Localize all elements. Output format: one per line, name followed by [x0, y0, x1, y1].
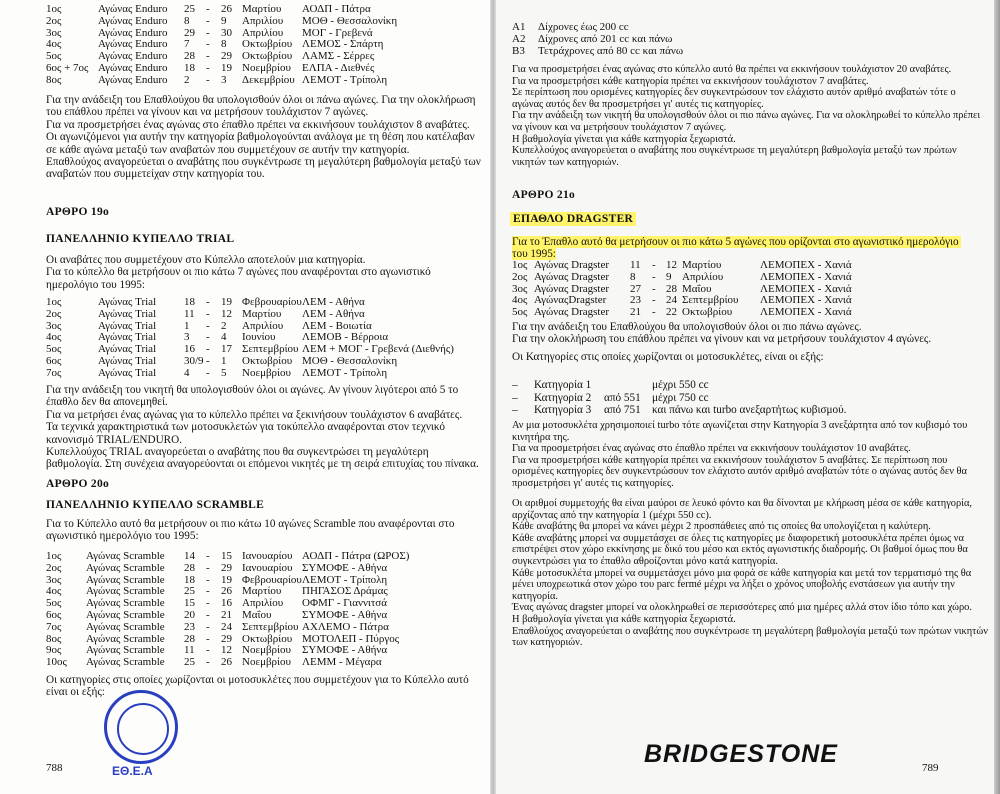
schedule-cell: Αγώνας Dragster [534, 270, 610, 283]
schedule-row [512, 34, 812, 46]
schedule-cell: 12 [221, 644, 232, 657]
schedule-cell: Αγώνας Trial [98, 296, 157, 308]
schedule-cell: - [206, 14, 210, 27]
schedule-cell: 1ος [46, 3, 62, 15]
schedule-cell: - [206, 38, 210, 51]
schedule-row [46, 16, 486, 28]
schedule-cell: 21 [221, 608, 232, 621]
schedule-cell: - [206, 561, 210, 574]
schedule-row [46, 75, 486, 87]
schedule-cell: 2 [221, 319, 227, 332]
schedule-cell: Αγώνας Trial [98, 366, 157, 379]
schedule-cell: 16 [221, 597, 232, 610]
schedule-cell: - [206, 632, 210, 645]
schedule-row [46, 368, 486, 380]
article-21-title: ΑΡΘΡΟ 21ο [512, 189, 576, 201]
schedule-cell: Αγώνας Scramble [86, 573, 165, 586]
schedule-cell: 4ος [512, 294, 528, 307]
schedule-cell: ΣΥΜΟΦΕ - Αθήνα [302, 561, 388, 574]
schedule-cell: ΛΕΜΟΣ - Σπάρτη [302, 38, 384, 51]
schedule-cell: Μαρτίου [242, 3, 282, 15]
schedule-cell: 7ος [46, 366, 62, 379]
schedule-cell: 8ος [46, 73, 62, 86]
schedule-cell: Αγώνας Scramble [86, 632, 165, 645]
schedule-cell: - [206, 656, 210, 669]
schedule-cell: 18 [184, 296, 195, 308]
schedule-cell: ΛΕΜΟΠΕΧ - Χανιά [760, 259, 852, 271]
schedule-cell: ΟΦΜΓ - Γιαννιτσά [302, 597, 388, 610]
schedule-cell: Ιουνίου [242, 331, 276, 344]
schedule-cell: 30/9 [184, 354, 204, 367]
schedule-cell: – [512, 391, 518, 404]
schedule-row [512, 272, 982, 284]
schedule-cell: 12 [666, 259, 677, 271]
schedule-cell: 19 [221, 296, 232, 308]
schedule-cell: Μαΐου [242, 608, 272, 621]
page-edge [994, 0, 1000, 794]
schedule-cell: Αγώνας Enduro [98, 73, 168, 86]
schedule-row [46, 657, 486, 669]
schedule-cell: μέχρι 750 cc [652, 391, 709, 404]
schedule-cell: ΜΟΘ - Θεσσαλονίκη [302, 14, 398, 27]
schedule-cell: 29 [221, 632, 232, 645]
enduro-schedule [46, 4, 486, 87]
schedule-cell: Δίχρονες από 201 cc και πάνω [538, 32, 673, 45]
schedule-cell: 1ος [46, 296, 62, 308]
schedule-cell: 17 [221, 343, 232, 356]
schedule-cell: Σεπτεμβρίου [242, 620, 299, 633]
schedule-cell: 10ος [46, 656, 67, 669]
schedule-cell: ΛΕΜΟΤ - Τρίπολη [302, 366, 388, 379]
schedule-cell: ΑγώναςDragster [534, 294, 607, 307]
schedule-cell: Αγώνας Scramble [86, 585, 165, 598]
schedule-cell: 3ος [46, 319, 62, 332]
schedule-cell: 6ος [46, 608, 62, 621]
schedule-cell: 3ος [512, 282, 528, 295]
schedule-cell: Ιανουαρίου [242, 550, 293, 562]
schedule-cell: 3 [184, 331, 190, 344]
schedule-cell: Ιανουαρίου [242, 561, 293, 574]
schedule-cell: Τετράχρονες από 80 cc και πάνω [538, 44, 684, 57]
schedule-cell: Απριλίου [242, 14, 284, 27]
schedule-cell: 28 [184, 561, 195, 574]
page-number-right: 789 [922, 762, 939, 774]
schedule-cell: – [512, 379, 518, 391]
schedule-cell: 11 [184, 307, 195, 320]
schedule-cell: Κατηγορία 3 [534, 404, 592, 416]
schedule-cell: Μαρτίου [242, 585, 282, 598]
schedule-cell: 18 [184, 573, 195, 586]
scramble-classes [512, 22, 812, 57]
trial-intro: Οι αναβάτες που συμμετέχουν στο Κύπελλο αποτελούν μια κατηγορία. Για το κύπελλο θα μετρήσουν οι πιο κάτω 7 αγώνες που αναφέρονται στο αγωνιστικό ημερολόγιο του 1995: [46, 254, 431, 291]
schedule-cell: 23 [630, 294, 641, 307]
dragster-title: ΕΠΑΘΛΟ DRAGSTER [510, 212, 636, 226]
schedule-cell: 29 [184, 26, 195, 39]
schedule-cell: ΕΛΠΑ - Διεθνές [302, 61, 375, 74]
schedule-cell: - [206, 597, 210, 610]
schedule-cell: Φεβρουαρίου [242, 573, 302, 586]
schedule-cell: B3 [512, 44, 525, 57]
schedule-cell: Σεπτεμβρίου [682, 294, 739, 307]
schedule-cell: 24 [221, 620, 232, 633]
schedule-cell: Φεβρουαρίου [242, 296, 302, 308]
schedule-cell: Μαρτίου [682, 259, 722, 271]
schedule-cell: Αγώνας Enduro [98, 14, 168, 27]
schedule-cell: Αγώνας Scramble [86, 656, 165, 669]
schedule-cell: Οκτωβρίου [242, 632, 293, 645]
schedule-cell: ΜΟΓ - Γρεβενά [302, 26, 373, 39]
schedule-cell: 22 [666, 306, 677, 319]
schedule-cell: Αγώνας Enduro [98, 38, 168, 51]
schedule-cell: ΛΕΜΟΠΕΧ - Χανιά [760, 282, 852, 295]
right-page [496, 0, 1000, 794]
schedule-cell: 28 [184, 50, 195, 63]
schedule-cell: 25 [184, 656, 195, 669]
schedule-cell: Αγώνας Enduro [98, 61, 168, 74]
schedule-cell: 8 [184, 14, 190, 27]
dragster-rules: Για την ανάδειξη του Επαθλούχου θα υπολογισθούν όλοι οι πιο πάνω αγώνες. Για την ολοκλήρωση του επάθλου πρέπει να γίνουν και να μετρήσουν τουλάχιστον 4 αγώνες. [512, 321, 932, 346]
schedule-cell: 1 [184, 319, 190, 332]
schedule-cell: Οκτωβρίου [242, 354, 293, 367]
schedule-cell: 11 [630, 259, 641, 271]
schedule-cell: και πάνω και turbo ανεξαρτήτως κυβισμού. [652, 404, 847, 416]
schedule-cell: ΣΥΜΟΦΕ - Αθήνα [302, 644, 388, 657]
schedule-cell: 21 [630, 306, 641, 319]
schedule-cell: ΛΕΜΟΤ - Τρίπολη [302, 573, 388, 586]
schedule-cell: Δίχρονες έως 200 cc [538, 21, 629, 33]
article-19-title: ΑΡΘΡΟ 19ο [46, 206, 110, 218]
schedule-cell: ΜΟΘ - Θεσσαλονίκη [302, 354, 398, 367]
schedule-cell: A1 [512, 21, 526, 33]
schedule-row [46, 309, 486, 321]
schedule-cell: 5ος [46, 343, 62, 356]
schedule-cell: 24 [666, 294, 677, 307]
schedule-cell: 20 [184, 608, 195, 621]
dragster-intro-highlight: Για το Έπαθλο αυτό θα μετρήσουν οι πιο κάτω 5 αγώνες που ορίζονται στο αγωνιστικό ημερολόγιο του 1995: [512, 236, 962, 261]
schedule-cell: Σεπτεμβρίου [242, 343, 299, 356]
scramble-categories-text: Οι κατηγορίες στις οποίες χωρίζονται οι μοτοσυκλέτες που συμμετέχουν για το Κύπελλο αυτό είναι οι εξής: [46, 674, 472, 699]
schedule-cell: 14 [184, 550, 195, 562]
schedule-row [512, 307, 982, 319]
schedule-cell: Νοεμβρίου [242, 366, 291, 379]
schedule-cell: 4 [184, 366, 190, 379]
schedule-cell: 7ος [46, 620, 62, 633]
schedule-cell: από 751 [604, 404, 641, 416]
schedule-cell: Απριλίου [682, 270, 724, 283]
schedule-cell: Απριλίου [242, 597, 284, 610]
schedule-cell: - [206, 550, 210, 562]
scramble-rules: Για να προσμετρήσει ένας αγώνας στο κύπελλο αυτό θα πρέπει να εκκινήσουν τουλάχιστον 20 αναβάτες. Για να προσμετρήσει κάθε κατηγορία πρέπει να εκκινήσουν τουλάχιστον 7 αναβάτες. Σε περίπτωση που ορισμένες κατηγορίες δεν συγκεντρώσουν τον ελάχιστο αυτόν αριθμό αναβατών τότε ο αγώνας αυτός δεν θα προσμετρήσει γι' αυτές τις κατηγορίες. Για την ανάδειξη των νικητή θα υπολογισθούν όλοι οι πιο πάνω αγώνες. Για να ολοκληρωθεί το κύπελλο πρέπει να γίνουν και να μετρήσουν τουλάχιστον 7 αγώνες. Η βαθμολογία γίνεται για κάθε κατηγορία ξεχωριστά. Κυπελλούχος αναγορεύεται ο αναβάτης που συγκέντρωσε τη μεγαλύτερη βαθμολογία μεταξύ των πρώτων νικητών των κατηγοριών. [512, 64, 981, 168]
schedule-cell: - [206, 331, 210, 344]
schedule-cell: 3ος [46, 573, 62, 586]
schedule-cell: ΛΕΜΟΤ - Τρίπολη [302, 73, 388, 86]
schedule-cell: Αγώνας Trial [98, 331, 157, 344]
scramble-intro: Για το Κύπελλο αυτό θα μετρήσουν οι πιο κάτω 10 αγώνες Scramble που αναφέρονται στο αγωνιστικό ημερολόγιο του 1995: [46, 518, 458, 543]
schedule-cell: Αγώνας Scramble [86, 644, 165, 657]
schedule-cell: - [206, 296, 210, 308]
schedule-cell: Αγώνας Dragster [534, 306, 610, 319]
federation-stamp [104, 690, 178, 764]
schedule-cell: ΛΕΜΟΠΕΧ - Χανιά [760, 306, 852, 319]
schedule-row [46, 356, 486, 368]
schedule-cell: 3 [221, 73, 227, 86]
schedule-cell: 26 [221, 656, 232, 669]
schedule-cell: - [206, 608, 210, 621]
dragster-participation-rules: Οι αριθμοί συμμετοχής θα είναι μαύροι σε λευκό φόντο και θα δίνονται με κλήρωση μέσα σε κάθε κατηγορία, αρχίζοντας από την κατηγορία 1 (μέχρι 550 cc). Κάθε αναβάτης θα μπορεί να κάνει μέχρι 2 προσπάθειες από τις οποίες θα υπολογίζεται η καλύτερη. Κάθε αναβάτης μπορεί να συμμετάσχει σε όλες τις κατηγορίες με διαφορετική μοτοσυκλέτα πρέπει όμως να επιστρέψει στον χώρο εκκίνησης με δικό του μέσο και εκτός αγωνιστικής διαδρομής. Οι βαθμοί όμως που θα συγκεντρώσει για το έπαθλο αθροίζονται μόνο κατά κατηγορία. Κάθε μοτοσυκλέτα μπορεί να συμμετάσχει μόνο μια φορά σε κάθε κατηγορία και μετά τον τερματισμό της θα μένει υποχρεωτικά στον χώρο του parc fermé μέχρι να λήξει ο χρόνος υποβολής ενστάσεων για αυτήν την κατηγορία. Ένας αγώνας dragster μπορεί να ολοκληρωθεί σε περισσότερες από μια ημέρες αλλά στον ίδιο τόπο και χώρο. Η βαθμολογία γίνεται για κάθε κατηγορία ξεχωριστά. Επαθλούχος αναγορεύεται ο αναβάτης που συγκέντρωσε τη μεγαλύτερη βαθμολογία μεταξύ των πρώτων νικητών των κατηγοριών. [512, 498, 988, 649]
schedule-cell: - [206, 26, 210, 39]
schedule-row [512, 404, 982, 417]
schedule-cell: 29 [221, 50, 232, 63]
schedule-cell: 19 [221, 61, 232, 74]
schedule-cell: 7 [184, 38, 190, 51]
dragster-categories-intro: Οι Κατηγορίες στις οποίες χωρίζονται οι μοτοσυκλέτες, είναι οι εξής: [512, 351, 824, 363]
schedule-cell: 9 [221, 14, 227, 27]
schedule-cell: Αγώνας Scramble [86, 608, 165, 621]
schedule-cell: Αγώνας Scramble [86, 561, 165, 574]
schedule-cell: Αγώνας Dragster [534, 259, 610, 271]
schedule-cell: 5ος [46, 50, 62, 63]
page-number-left: 788 [46, 762, 63, 774]
schedule-cell: Απριλίου [242, 319, 284, 332]
schedule-row [46, 622, 486, 634]
schedule-cell: ΑΟΔΠ - Πάτρα (ΩΡΟΣ) [302, 550, 410, 562]
schedule-cell: 27 [630, 282, 641, 295]
schedule-cell: 26 [221, 3, 232, 15]
schedule-cell: Αγώνας Dragster [534, 282, 610, 295]
schedule-cell: Οκτωβρίου [242, 50, 293, 63]
schedule-cell: ΛΕΜ + ΜΟΓ - Γρεβενά (Διεθνής) [302, 343, 454, 356]
schedule-cell: 18 [184, 61, 195, 74]
schedule-cell: Μαρτίου [242, 307, 282, 320]
schedule-cell: 26 [221, 585, 232, 598]
schedule-cell: - [206, 61, 210, 74]
trial-rules: Για την ανάδειξη του νικητή θα υπολογισθούν όλοι οι αγώνες. Αν γίνουν λιγότεροι από 5 το έπαθλο δεν θα απονεμηθεί. Για να μετρήσει ένας αγώνας για το κύπελλο πρέπει να ξεκινήσουν τουλάχιστον 6 αναβάτες. Τα τεχνικά χαρακτηριστικά των μοτοσυκλετών για τοκύπελλο αναφέρονται στον τεχνικό κανονισμό TRIAL/ENDURO. Κυπελλούχος TRIAL αναγορεύεται ο αναβάτης που θα συγκεντρώσει τη μεγαλύτερη βαθμολογία. Στη συνέχεια αναγορεύονται οι επόμενοι νικητές με τη σειρά επιτυχίας του πίνακα. [46, 384, 479, 471]
schedule-cell: - [652, 282, 656, 295]
schedule-cell: 5ος [512, 306, 528, 319]
scramble-cup-title: ΠΑΝΕΛΛΗΝΙΟ ΚΥΠΕΛΛΟ SCRAMBLE [46, 499, 265, 511]
schedule-cell: 2 [184, 73, 190, 86]
schedule-cell: 25 [184, 585, 195, 598]
schedule-cell: ΛΑΜΣ - Σέρρες [302, 50, 375, 63]
schedule-cell: 6ος [46, 354, 62, 367]
schedule-cell: Οκτωβρίου [242, 38, 293, 51]
schedule-cell: 4ος [46, 331, 62, 344]
scramble-schedule [46, 551, 486, 669]
schedule-cell: - [206, 73, 210, 86]
schedule-row [512, 379, 982, 392]
schedule-cell: 30 [221, 26, 232, 39]
schedule-cell: - [206, 585, 210, 598]
schedule-cell: 8ος [46, 632, 62, 645]
bridgestone-logo: BRIDGESTONE [644, 740, 838, 768]
dragster-categories [512, 379, 982, 417]
trial-cup-title: ΠΑΝΕΛΛΗΝΙΟ ΚΥΠΕΛΛΟ TRIAL [46, 233, 235, 245]
schedule-cell: από 551 [604, 391, 641, 404]
schedule-cell: Μαΐου [682, 282, 712, 295]
schedule-cell: 4 [221, 331, 227, 344]
schedule-cell: 4ος [46, 38, 62, 51]
schedule-cell: 4ος [46, 585, 62, 598]
schedule-row [512, 392, 982, 405]
schedule-cell: Δεκεμβρίου [242, 73, 295, 86]
schedule-row [46, 63, 486, 75]
schedule-cell: 5 [221, 366, 227, 379]
schedule-cell: 12 [221, 307, 232, 320]
stamp-label: ΕΘ.Ε.Α [112, 764, 153, 778]
schedule-cell: Κατηγορία 2 [534, 391, 592, 404]
schedule-cell: Αγώνας Trial [98, 319, 157, 332]
schedule-cell: 1ος [46, 550, 62, 562]
schedule-cell: - [206, 620, 210, 633]
schedule-cell: ΛΕΜΜ - Μέγαρα [302, 656, 382, 669]
schedule-cell: Νοεμβρίου [242, 644, 291, 657]
schedule-cell: - [206, 319, 210, 332]
schedule-cell: 9 [666, 270, 672, 283]
schedule-cell: Αγώνας Trial [98, 307, 157, 320]
schedule-cell: 2ος [46, 307, 62, 320]
schedule-cell: 3ος [46, 26, 62, 39]
schedule-cell: 16 [184, 343, 195, 356]
schedule-cell: 28 [184, 632, 195, 645]
schedule-cell: Αγώνας Scramble [86, 597, 165, 610]
schedule-cell: 5ος [46, 597, 62, 610]
schedule-row [46, 610, 486, 622]
enduro-rules: Για την ανάδειξη του Επαθλούχου θα υπολογισθούν όλοι οι πάνω αγώνες. Για την ολοκλήρωση του επάθλου πρέπει να γίνουν και να μετρήσουν τουλάχιστον 7 αγώνες. Για να προσμετρήσει ένας αγώνας στο έπαθλο πρέπει να εκκινήσουν τουλάχιστον 8 αναβάτες. Οι αγωνιζόμενοι για αυτήν την κατηγορία βαθμολογούνται ανάλογα με τη θέση που κατέλαβαν σε κάθε αγώνα μεταξύ των αναβατών που συμμετέχουν σε αυτήν την κατηγορία. Επαθλούχος αναγορεύεται ο αναβάτης που συγκέντρωσε τη μεγαλύτερη βαθμολογία μεταξύ των αναβατών που συμμετείχαν στην κατηγορία του. [46, 94, 481, 181]
schedule-cell: ΣΥΜΟΦΕ - Αθήνα [302, 608, 388, 621]
trial-schedule [46, 297, 486, 380]
schedule-cell: 6ος + 7ος [46, 61, 89, 74]
schedule-cell: 2ος [512, 270, 528, 283]
dragster-turbo-rules: Αν μια μοτοσυκλέτα χρησιμοποιεί turbo τότε αγωνίζεται στην Κατηγορία 3 ανεξάρτητα από τον κυβισμό του κινητήρα της. Για να προσμετρήσει ένας αγώνας στο έπαθλο πρέπει να εκκινήσουν τουλάχιστον 10 αναβάτες. Για να προσμετρήσει κάθε κατηγορία πρέπει να εκκινήσουν τουλάχιστον 5 αναβάτες. Σε περίπτωση που ορισμένες κατηγορίες δεν συγκεντρώσουν τον ελάχιστο αυτόν αριθμό αναβατών τότε ο αγώνας αυτός δεν θα προσμετρήσει γι' αυτές τις κατηγορίες. [512, 420, 968, 489]
schedule-cell: 15 [221, 550, 232, 562]
schedule-cell: ΛΕΜΟΠΕΧ - Χανιά [760, 294, 852, 307]
schedule-cell: 8 [630, 270, 636, 283]
schedule-cell: 29 [221, 561, 232, 574]
schedule-cell: 1ος [512, 259, 528, 271]
schedule-cell: Νοεμβρίου [242, 656, 291, 669]
schedule-cell: ΛΕΜ - Αθήνα [302, 296, 365, 308]
schedule-cell: – [512, 404, 518, 416]
schedule-cell: Αγώνας Trial [98, 354, 157, 367]
schedule-cell: Κατηγορία 1 [534, 379, 592, 391]
schedule-cell: Αγώνας Enduro [98, 50, 168, 63]
schedule-cell: 2ος [46, 561, 62, 574]
schedule-cell: - [206, 3, 210, 15]
schedule-cell: - [206, 343, 210, 356]
dragster-schedule [512, 260, 982, 319]
schedule-cell: μέχρι 550 cc [652, 379, 709, 391]
schedule-cell: 25 [184, 3, 195, 15]
schedule-cell: 9ος [46, 644, 62, 657]
schedule-cell: Αγώνας Enduro [98, 26, 168, 39]
schedule-cell: ΑΟΔΠ - Πάτρα [302, 3, 371, 15]
schedule-cell: 8 [221, 38, 227, 51]
schedule-cell: - [206, 366, 210, 379]
schedule-cell: Απριλίου [242, 26, 284, 39]
schedule-cell: A2 [512, 32, 526, 45]
schedule-cell: 15 [184, 597, 195, 610]
schedule-cell: Αγώνας Scramble [86, 550, 165, 562]
schedule-cell: 28 [666, 282, 677, 295]
schedule-row [512, 46, 812, 58]
schedule-cell: - [206, 307, 210, 320]
schedule-cell: 19 [221, 573, 232, 586]
schedule-cell: 1 [221, 354, 227, 367]
schedule-cell: - [652, 259, 656, 271]
schedule-cell: - [206, 644, 210, 657]
schedule-row [46, 563, 486, 575]
schedule-cell: - [206, 354, 210, 367]
schedule-cell: 11 [184, 644, 195, 657]
left-page [0, 0, 490, 794]
schedule-cell: ΑΧΛΕΜΟ - Πάτρα [302, 620, 389, 633]
schedule-cell: ΜΟΤΟΛΕΠ - Πύργος [302, 632, 400, 645]
schedule-cell: Αγώνας Scramble [86, 620, 165, 633]
schedule-cell: - [652, 306, 656, 319]
schedule-cell: - [206, 573, 210, 586]
schedule-cell: 2ος [46, 14, 62, 27]
schedule-cell: ΛΕΜ - Βοιωτία [302, 319, 372, 332]
schedule-cell: Οκτωβρίου [682, 306, 733, 319]
schedule-cell: Νοεμβρίου [242, 61, 291, 74]
schedule-cell: - [652, 294, 656, 307]
schedule-cell: ΛΕΜΟΒ - Βέρροια [302, 331, 389, 344]
schedule-cell: 23 [184, 620, 195, 633]
dragster-intro [512, 236, 972, 261]
schedule-cell: Αγώνας Trial [98, 343, 157, 356]
schedule-cell: ΛΕΜ - Αθήνα [302, 307, 365, 320]
schedule-cell: Αγώνας Enduro [98, 3, 168, 15]
schedule-cell: - [206, 50, 210, 63]
schedule-cell: - [652, 270, 656, 283]
article-20-title: ΑΡΘΡΟ 20ο [46, 478, 110, 490]
schedule-cell: ΛΕΜΟΠΕΧ - Χανιά [760, 270, 852, 283]
schedule-cell: ΠΗΓΑΣΟΣ Δράμας [302, 585, 388, 598]
